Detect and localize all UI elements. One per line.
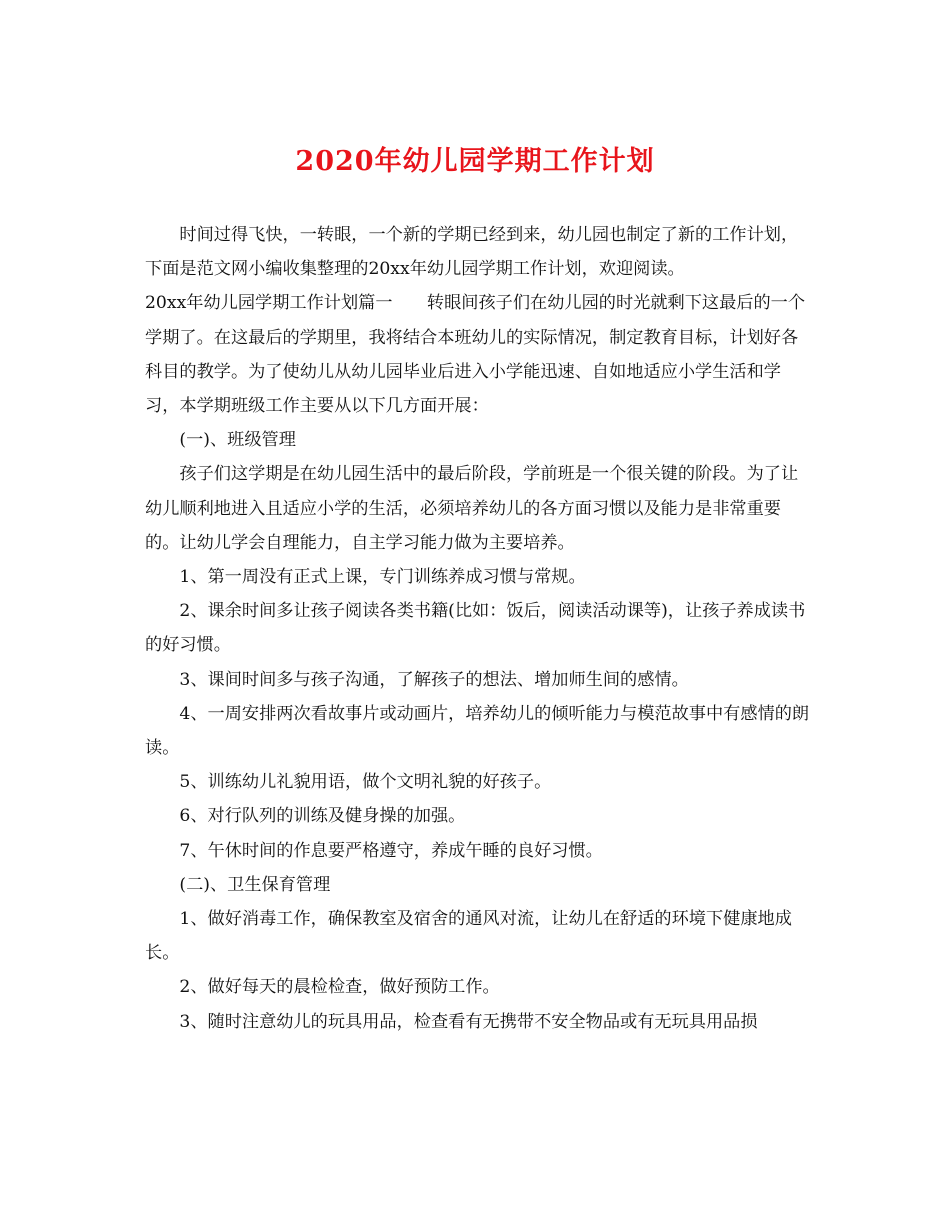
- list-item: 3、课间时间多与孩子沟通，了解孩子的想法、增加师生间的感情。: [179, 669, 689, 690]
- section-heading-hygiene: (二)、卫生保育管理: [179, 874, 331, 895]
- document-title: 2020年幼儿园学期工作计划: [295, 146, 655, 177]
- paragraph-plan-1: 20xx年幼儿园学期工作计划篇一 转眼间孩子们在幼儿园的时光就剩下这最后的一个学期了。在这最后的学期里，我将结合本班幼儿的实际情况，制定教育目标，计划好各科目的教学。为了使幼儿从幼儿园毕业后进入小学能迅速、自如地适应小学生活和学习，本学期班级工作主要从以下几方面开展：: [145, 293, 806, 417]
- paragraph-class-management: 孩子们这学期是在幼儿园生活中的最后阶段，学前班是一个很关键的阶段。为了让幼儿顺利地进入且适应小学的生活，必须培养幼儿的各方面习惯以及能力是非常重要的。让幼儿学会自理能力，自主学习能力做为主要培养。: [145, 464, 799, 553]
- list-item: 1、做好消毒工作，确保教室及宿舍的通风对流，让幼儿在舒适的环境下健康地成长。: [145, 909, 792, 964]
- list-item: 6、对行队列的训练及健身操的加强。: [179, 806, 466, 827]
- list-item: 4、一周安排两次看故事片或动画片，培养幼儿的倾听能力与模范故事中有感情的朗读。: [145, 703, 810, 759]
- list-item: 2、做好每天的晨检检查，做好预防工作。: [179, 977, 500, 998]
- list-item: 5、训练幼儿礼貌用语，做个文明礼貌的好孩子。: [179, 772, 552, 793]
- paragraph-intro: 时间过得飞快，一转眼，一个新的学期已经到来，幼儿园也制定了新的工作计划，下面是范文网小编收集整理的20xx年幼儿园学期工作计划，欢迎阅读。: [145, 225, 799, 280]
- list-item: 1、第一周没有正式上课，专门训练养成习惯与常规。: [179, 567, 586, 588]
- list-item: 7、午休时间的作息要严格遵守，养成午睡的良好习惯。: [179, 840, 603, 861]
- document-body: [145, 218, 810, 1039]
- list-item: 2、课余时间多让孩子阅读各类书籍(比如：饭后，阅读活动课等)，让孩子养成读书的好习惯。: [145, 601, 806, 656]
- section-heading-class-management: (一)、班级管理: [179, 430, 296, 451]
- list-item: 3、随时注意幼儿的玩具用品，检查看有无携带不安全物品或有无玩具用品损: [179, 1011, 758, 1032]
